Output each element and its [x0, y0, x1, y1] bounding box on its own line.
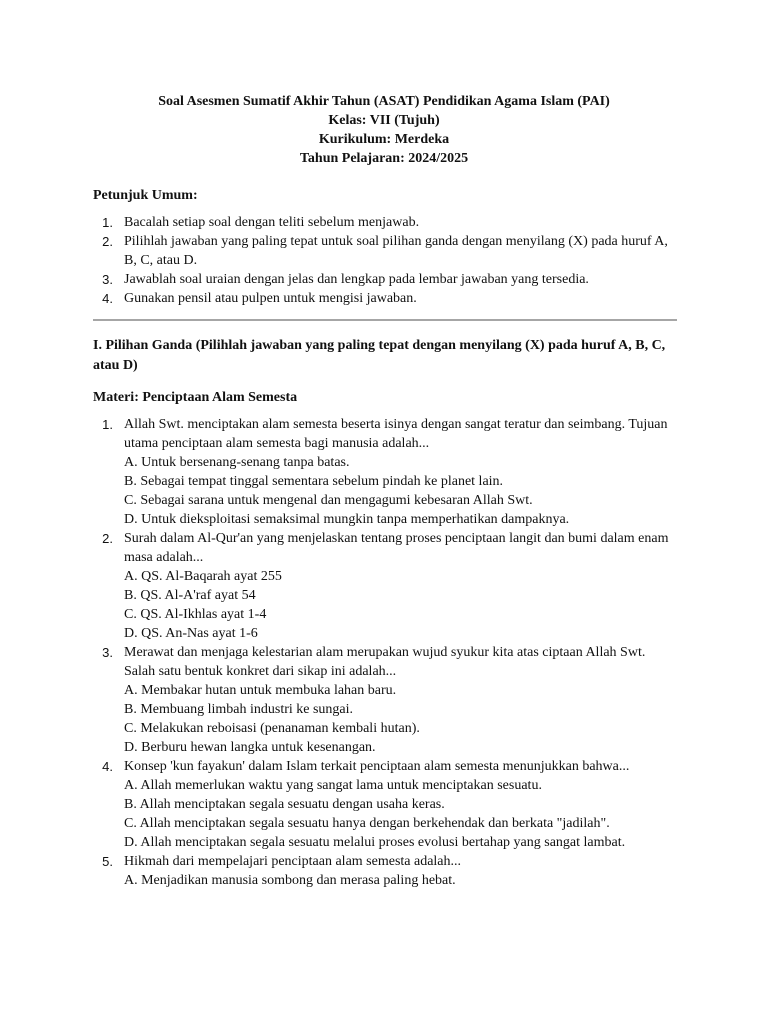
answer-option: B. Allah menciptakan segala sesuatu dengan usaha keras.: [124, 797, 445, 812]
question-item: [93, 643, 677, 757]
instruction-text: Jawablah soal uraian dengan jelas dan lengkap pada lembar jawaban yang tersedia.: [124, 272, 589, 287]
question-item: [93, 529, 677, 643]
answer-option: C. QS. Al-Ikhlas ayat 1-4: [124, 607, 267, 622]
instruction-text: Bacalah setiap soal dengan teliti sebelum menjawab.: [124, 215, 420, 230]
instruction-text: Pilihlah jawaban yang paling tepat untuk soal pilihan ganda dengan menyilang (X) pada huruf A, B, C, atau D.: [124, 234, 668, 268]
answer-option: D. Berburu hewan langka untuk kesenangan.: [124, 740, 376, 755]
section-heading: I. Pilihan Ganda (Pilihlah jawaban yang paling tepat dengan menyilang (X) pada huruf A, B, C, atau D): [93, 338, 666, 373]
school-year-line: Tahun Pelajaran: 2024/2025: [299, 151, 469, 166]
instructions-list: [93, 213, 677, 308]
curriculum-line: Kurikulum: Merdeka: [318, 132, 450, 147]
answer-option: B. Sebagai tempat tinggal sementara sebelum pindah ke planet lain.: [124, 474, 504, 489]
question-number: 2.: [102, 531, 113, 546]
answer-option: B. Membuang limbah industri ke sungai.: [124, 702, 354, 717]
answer-option: C. Melakukan reboisasi (penanaman kembali hutan).: [124, 721, 420, 736]
question-text: Konsep 'kun fayakun' dalam Islam terkait penciptaan alam semesta menunjukkan bahwa...: [124, 759, 630, 774]
question-item: [93, 852, 677, 890]
answer-option: A. Untuk bersenang-senang tanpa batas.: [124, 455, 350, 470]
answer-option: A. Allah memerlukan waktu yang sangat lama untuk menciptakan sesuatu.: [124, 778, 542, 793]
topic-heading: Materi: Penciptaan Alam Semesta: [93, 390, 298, 405]
question-text: Surah dalam Al-Qur'an yang menjelaskan tentang proses penciptaan langit dan bumi dalam enam masa adalah...: [124, 531, 669, 565]
instruction-item: [93, 289, 677, 308]
question-item: [93, 757, 677, 852]
instruction-number: 1.: [102, 215, 113, 230]
instruction-item: [93, 213, 677, 232]
question-text: Allah Swt. menciptakan alam semesta beserta isinya dengan sangat teratur dan seimbang. Tujuan utama penciptaan alam semesta bagi manusia adalah...: [124, 417, 668, 451]
question-number: 4.: [102, 759, 113, 774]
document-header: [0, 92, 768, 168]
answer-option: A. Membakar hutan untuk membuka lahan baru.: [124, 683, 397, 698]
answer-option: D. QS. An-Nas ayat 1-6: [124, 626, 258, 641]
class-line: Kelas: VII (Tujuh): [328, 113, 440, 128]
question-text: Merawat dan menjaga kelestarian alam merupakan wujud syukur kita atas ciptaan Allah Swt. Salah satu bentuk konkret dari sikap ini adalah...: [124, 645, 646, 679]
document-body: [93, 186, 677, 890]
question-number: 3.: [102, 645, 113, 660]
answer-option: D. Untuk dieksploitasi semaksimal mungkin tanpa memperhatikan dampaknya.: [124, 512, 570, 527]
instructions-heading: Petunjuk Umum:: [93, 188, 198, 203]
instruction-item: [93, 270, 677, 289]
answer-option: C. Allah menciptakan segala sesuatu hanya dengan berkehendak dan berkata "jadilah".: [124, 816, 610, 831]
instruction-number: 2.: [102, 234, 113, 249]
question-item: [93, 415, 677, 529]
horizontal-divider: [93, 319, 677, 321]
question-text: Hikmah dari mempelajari penciptaan alam semesta adalah...: [124, 854, 462, 869]
instruction-number: 4.: [102, 291, 113, 306]
instruction-item: [93, 232, 677, 270]
question-list: [93, 415, 677, 890]
instruction-number: 3.: [102, 272, 113, 287]
instruction-text: Gunakan pensil atau pulpen untuk mengisi jawaban.: [124, 291, 417, 306]
answer-option: A. QS. Al-Baqarah ayat 255: [124, 569, 282, 584]
exam-title: Soal Asesmen Sumatif Akhir Tahun (ASAT) Pendidikan Agama Islam (PAI): [158, 94, 610, 109]
question-number: 5.: [102, 854, 113, 869]
answer-option: C. Sebagai sarana untuk mengenal dan mengagumi kebesaran Allah Swt.: [124, 493, 533, 508]
answer-option: A. Menjadikan manusia sombong dan merasa paling hebat.: [124, 873, 456, 888]
answer-option: D. Allah menciptakan segala sesuatu melalui proses evolusi bertahap yang sangat lambat.: [124, 835, 626, 850]
question-number: 1.: [102, 417, 113, 432]
answer-option: B. QS. Al-A'raf ayat 54: [124, 588, 256, 603]
